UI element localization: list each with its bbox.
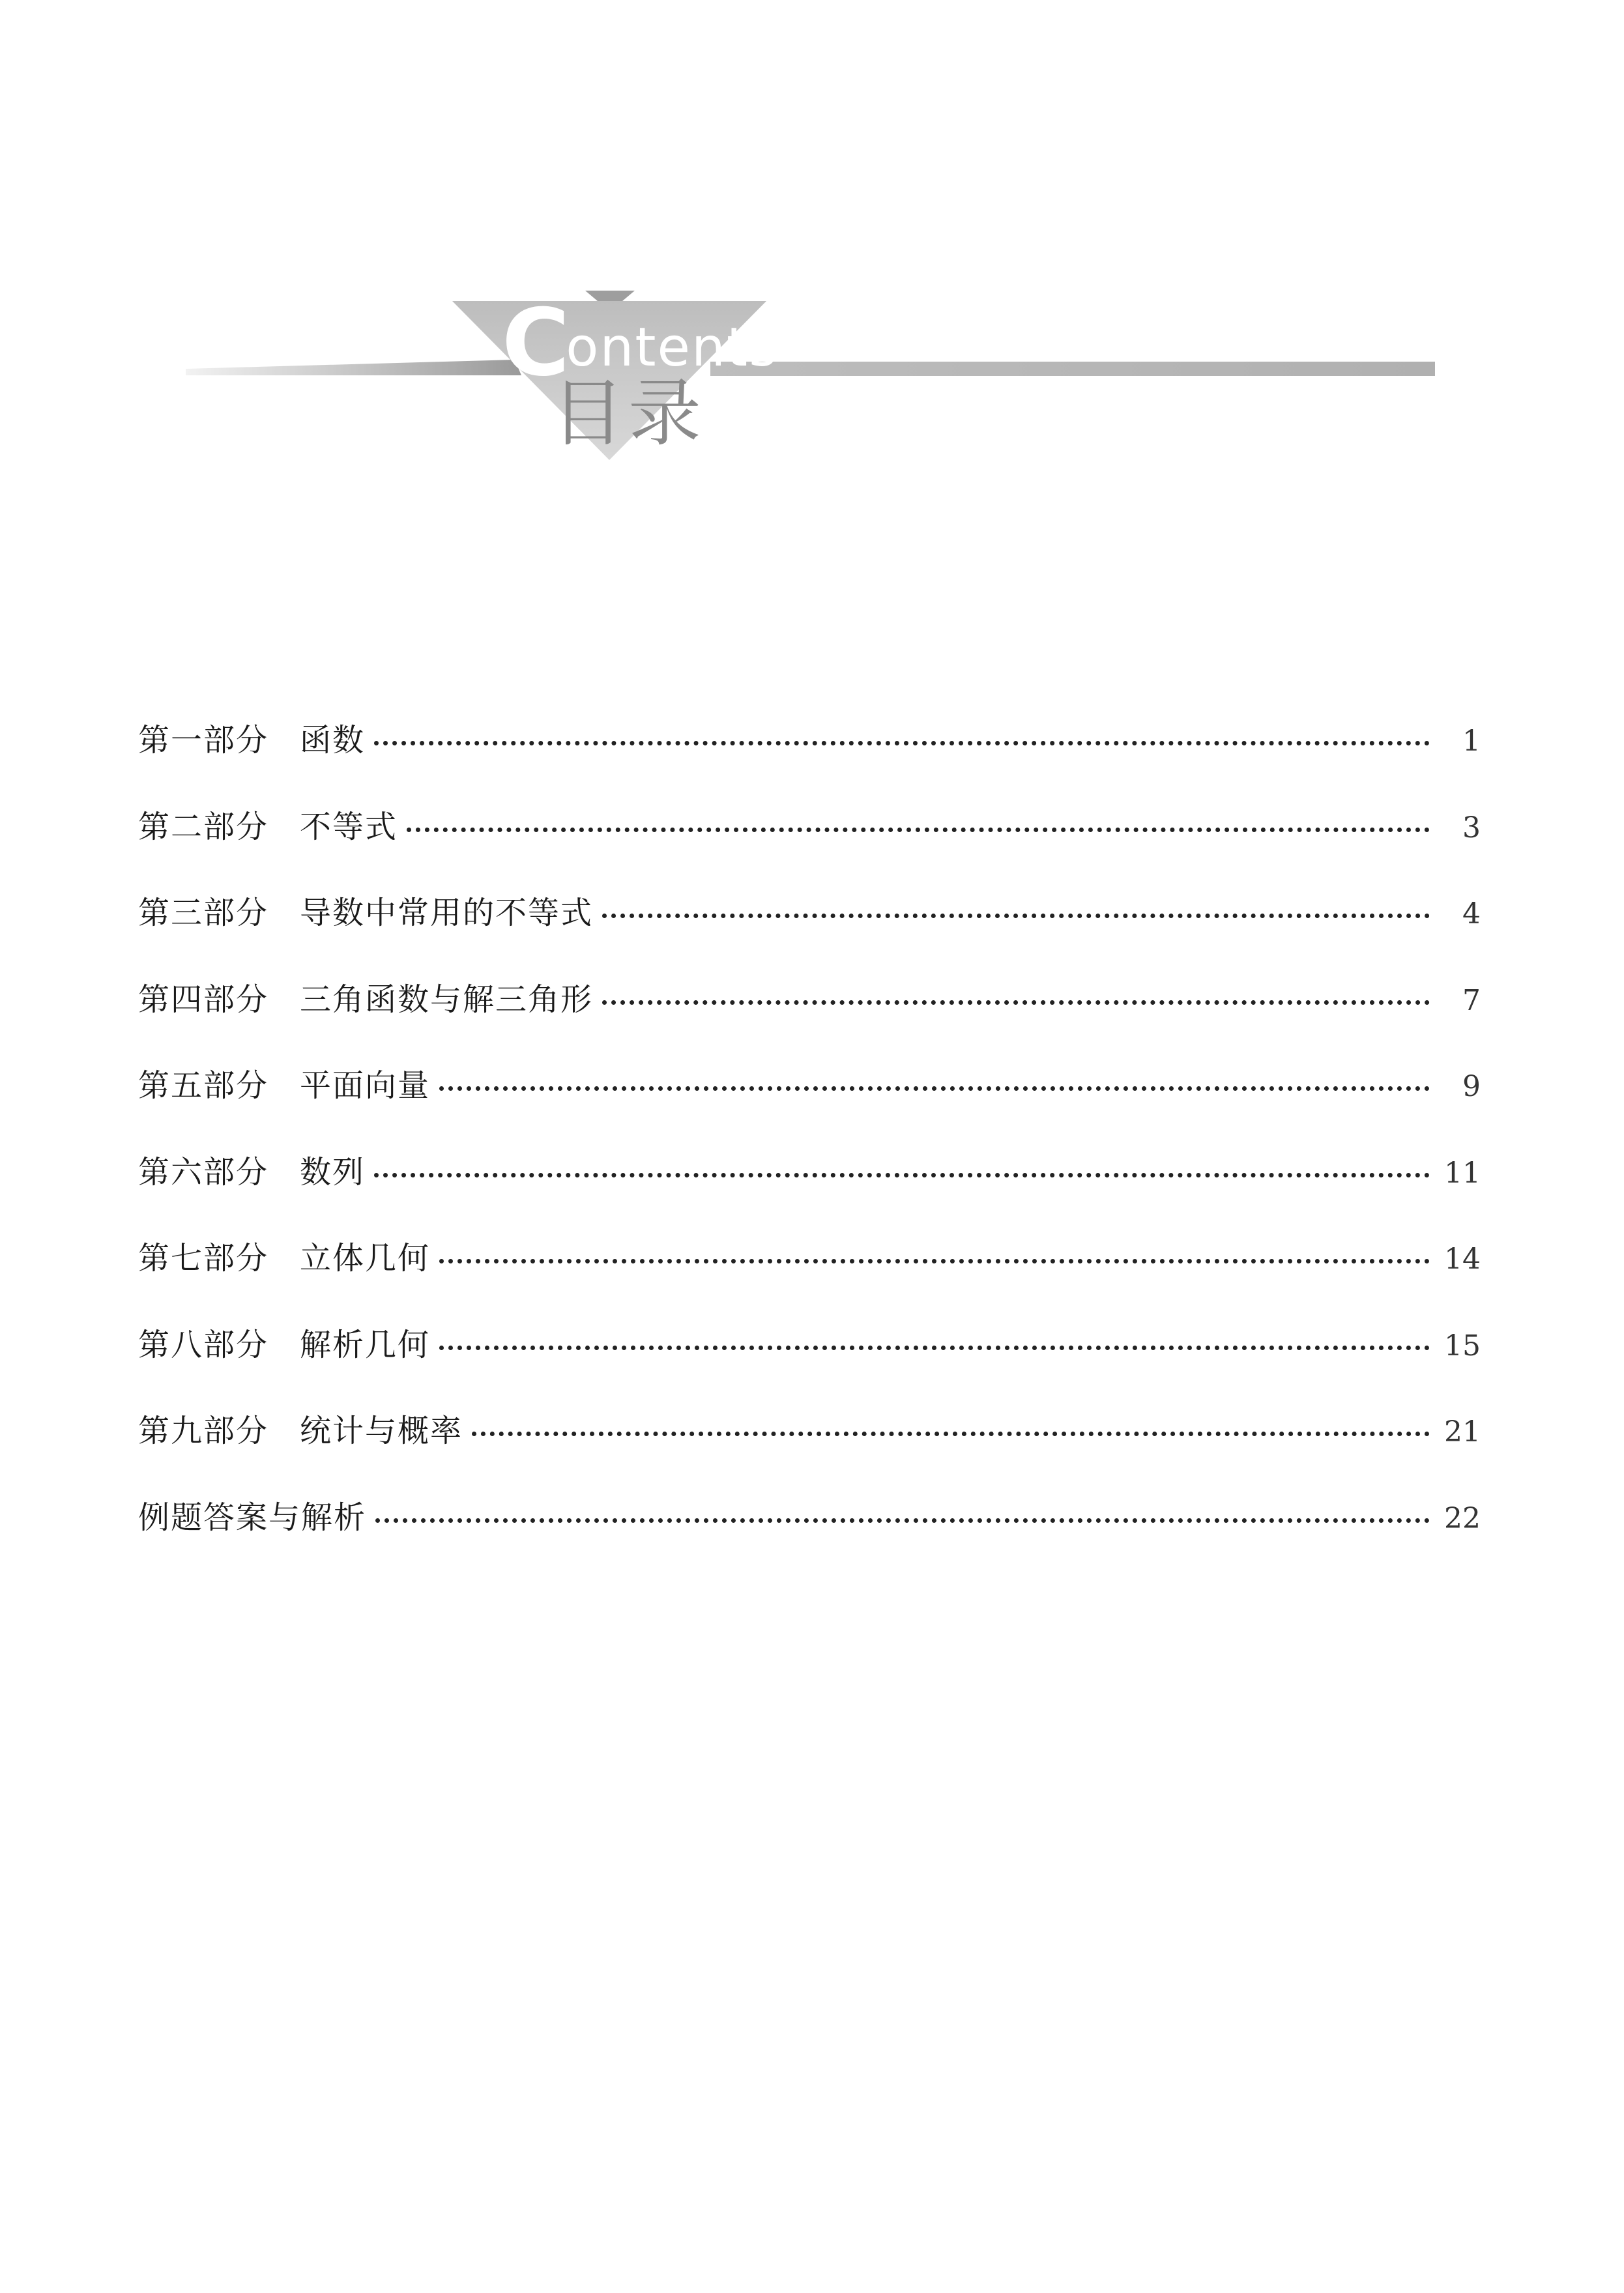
toc-entry[interactable]: [138, 893, 1481, 980]
mulu-title: 目录: [551, 371, 705, 456]
toc-part-label: 第八部分: [138, 1326, 269, 1363]
toc-part-label: 第九部分: [138, 1413, 269, 1449]
toc-page-number: 1: [1462, 725, 1481, 758]
toc-title: 函数: [300, 722, 366, 758]
contents-header: [0, 0, 1624, 495]
toc-page-number: 11: [1444, 1156, 1481, 1190]
toc-title: 不等式: [300, 808, 398, 845]
toc-part-label: 第三部分: [138, 895, 269, 931]
toc-part-label: 第四部分: [138, 981, 269, 1018]
toc-dot-leader: [374, 741, 1430, 745]
toc-entry[interactable]: [138, 1498, 1481, 1585]
toc-page-number: 22: [1444, 1501, 1481, 1535]
toc-part-label: 第一部分: [138, 722, 269, 758]
toc-part-label: 第二部分: [138, 808, 269, 845]
toc-dot-leader: [439, 1086, 1430, 1091]
toc-part-label: 第七部分: [138, 1240, 269, 1276]
toc-page-number: 21: [1444, 1415, 1481, 1449]
toc-entry[interactable]: [138, 1411, 1481, 1498]
toc-part-label: 第六部分: [138, 1153, 269, 1190]
toc-dot-leader: [407, 828, 1430, 832]
toc-title: 平面向量: [300, 1067, 431, 1104]
toc-dot-leader: [439, 1259, 1430, 1263]
toc-title: 统计与概率: [300, 1413, 463, 1449]
toc-title: 导数中常用的不等式: [300, 895, 594, 931]
toc-title: 解析几何: [300, 1326, 431, 1363]
toc-entry[interactable]: [138, 1153, 1481, 1239]
toc-entry[interactable]: [138, 1066, 1481, 1153]
left-rule: [186, 360, 521, 375]
contents-emblem: [0, 0, 1624, 495]
toc-entry[interactable]: [138, 1325, 1481, 1412]
contents-initial: C: [502, 289, 572, 397]
toc-dot-leader: [602, 1000, 1430, 1005]
toc-title: 立体几何: [300, 1240, 431, 1276]
contents-rest: ontents: [566, 317, 778, 379]
toc-dot-leader: [375, 1518, 1430, 1523]
toc-page-number: 7: [1462, 983, 1481, 1017]
toc-entry[interactable]: [138, 807, 1481, 894]
toc-dot-leader: [439, 1346, 1430, 1350]
toc-page-number: 3: [1462, 811, 1481, 844]
toc-page-number: 15: [1444, 1329, 1481, 1363]
right-rule: [710, 362, 1435, 376]
toc-dot-leader: [602, 914, 1430, 918]
toc-page-number: 9: [1462, 1070, 1481, 1103]
toc-dot-leader: [374, 1173, 1430, 1177]
toc-title: 例题答案与解析: [138, 1499, 367, 1536]
toc-dot-leader: [472, 1432, 1430, 1436]
toc-title: 数列: [300, 1153, 366, 1190]
toc-entry[interactable]: [138, 1239, 1481, 1325]
toc-title: 三角函数与解三角形: [300, 981, 594, 1018]
toc-entry[interactable]: [138, 980, 1481, 1067]
toc-page-number: 14: [1444, 1243, 1481, 1276]
toc-entry[interactable]: [138, 721, 1481, 807]
table-of-contents: [138, 721, 1481, 1584]
toc-part-label: 第五部分: [138, 1067, 269, 1104]
toc-page-number: 4: [1462, 897, 1481, 930]
